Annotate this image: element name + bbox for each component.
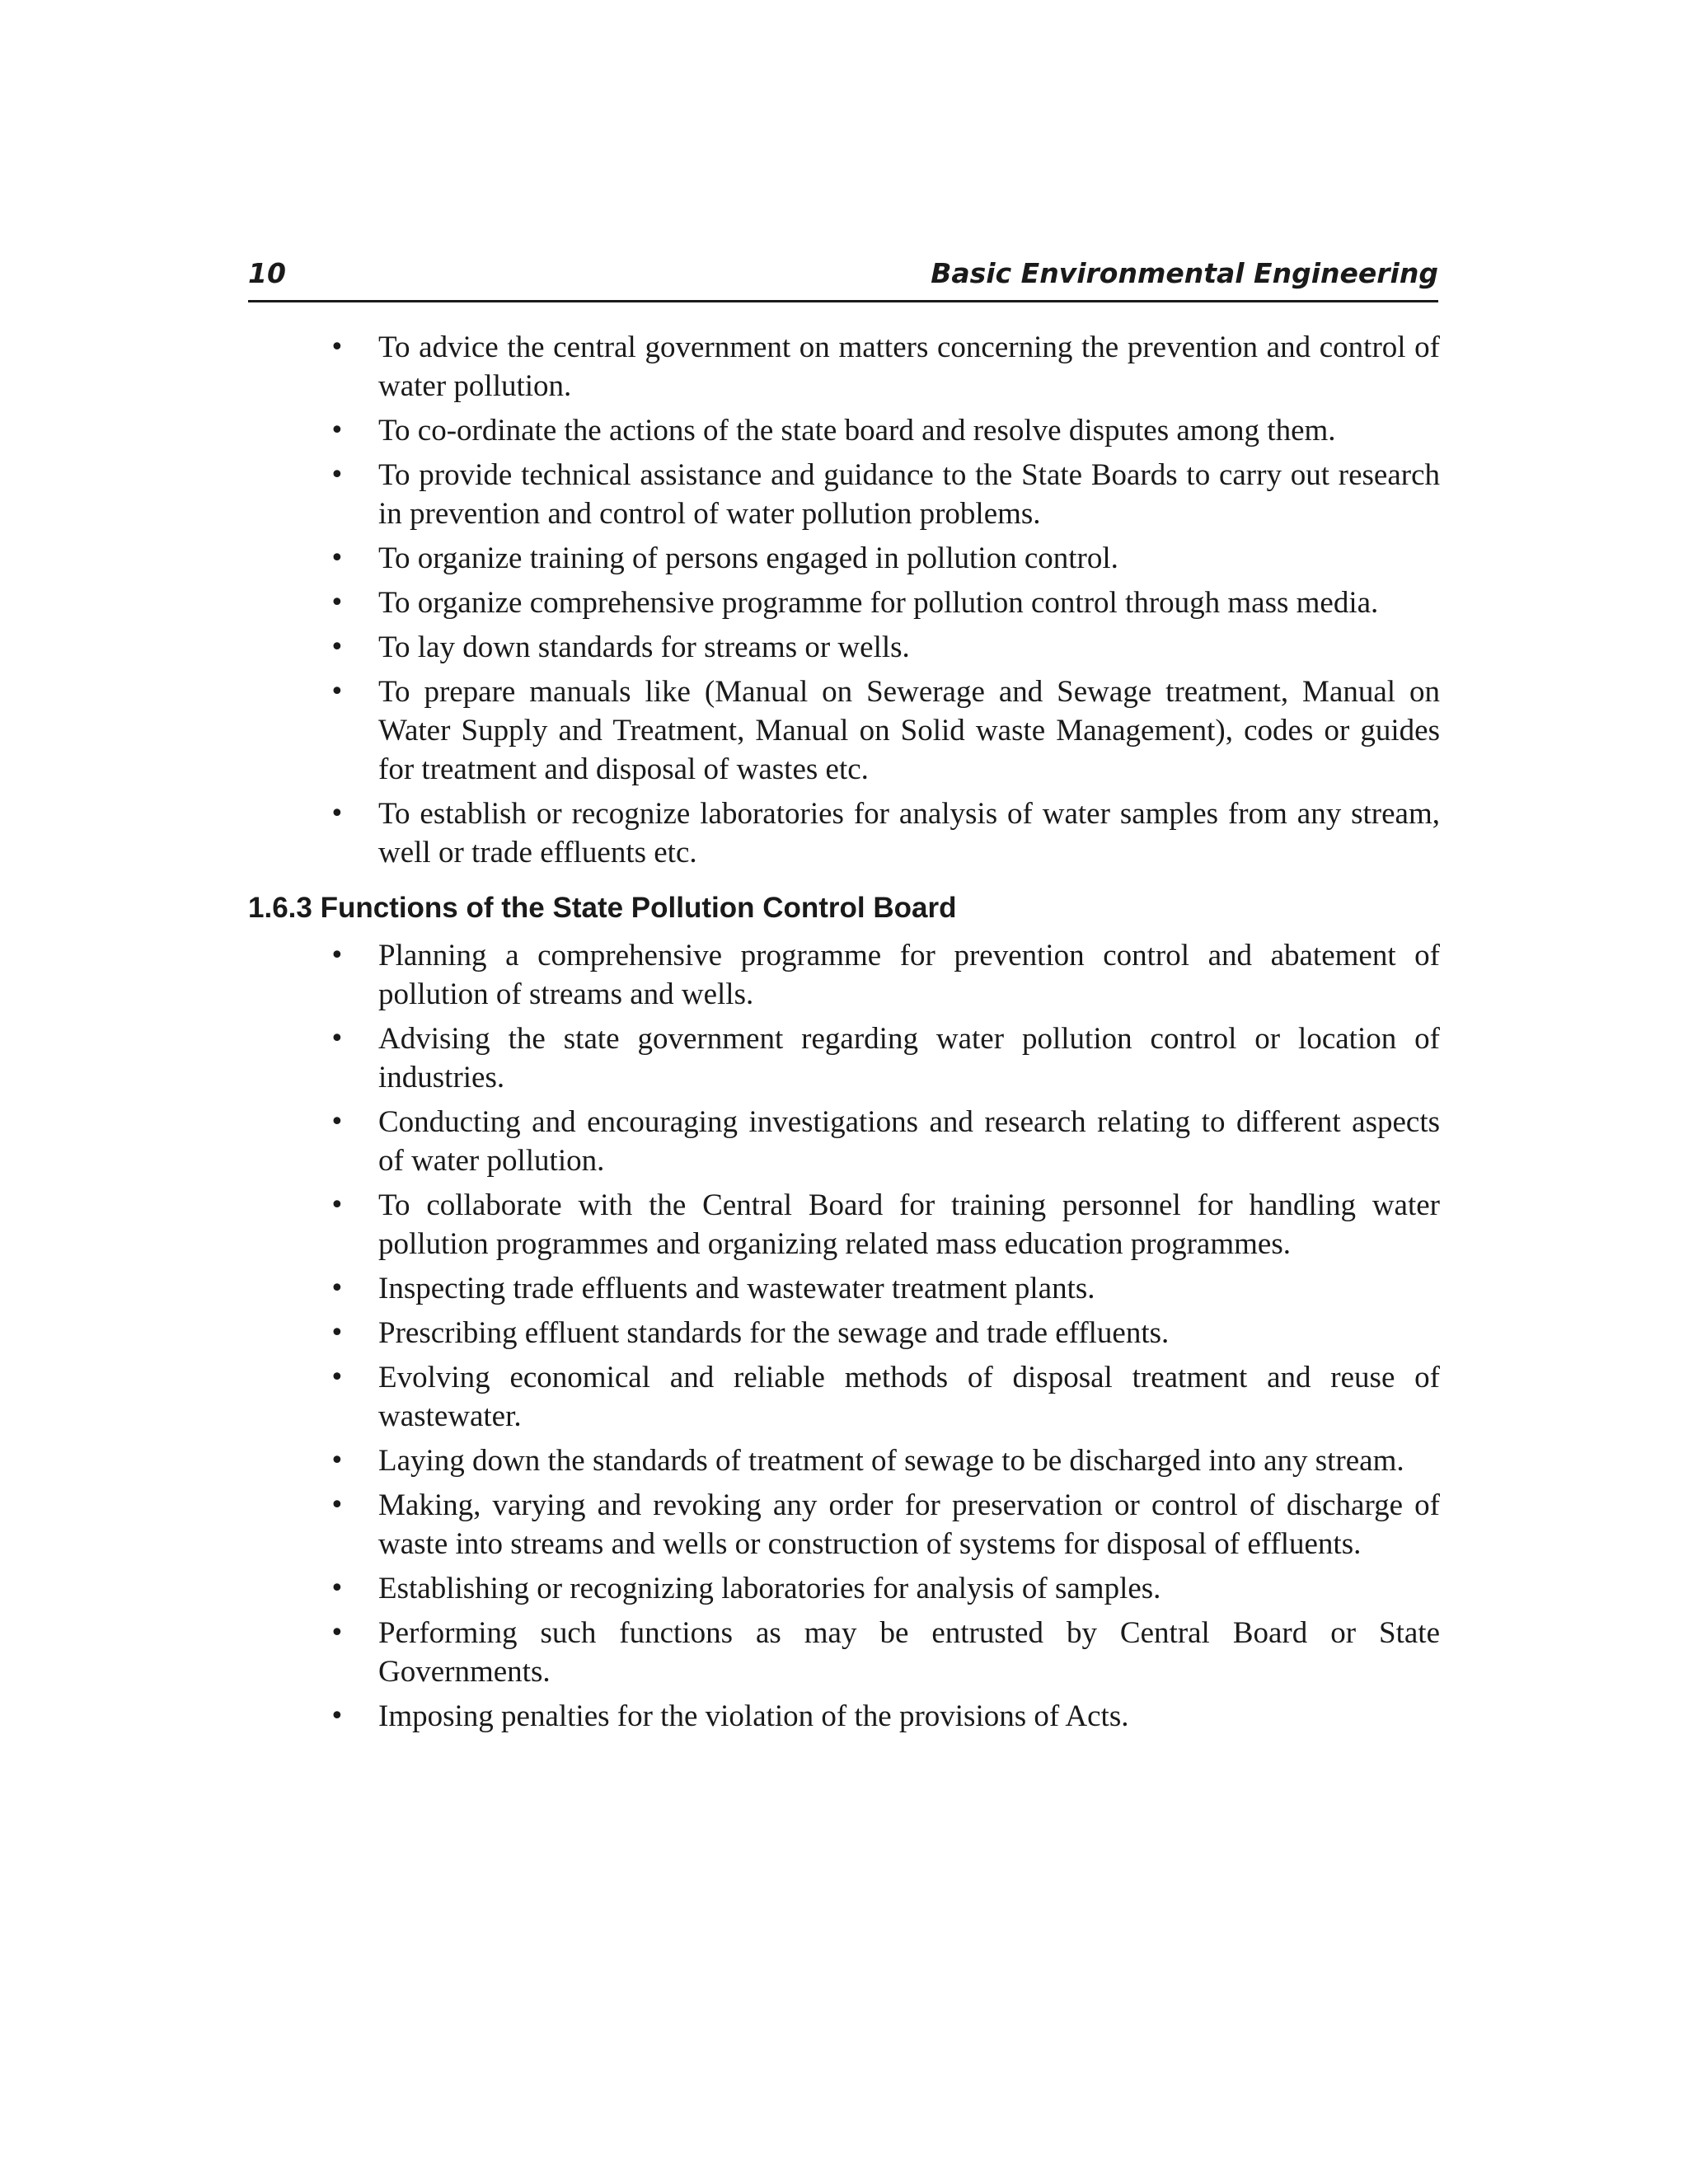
list-item bbox=[326, 328, 1440, 405]
bullet-icon: • bbox=[330, 1108, 345, 1137]
bullet-icon: • bbox=[330, 1619, 345, 1647]
page-number: 10 bbox=[248, 257, 286, 289]
bullet-icon: • bbox=[330, 1024, 345, 1053]
bullet-icon: • bbox=[330, 1274, 345, 1303]
list-item bbox=[326, 1697, 1440, 1736]
list-item bbox=[326, 1486, 1440, 1563]
bullet-icon: • bbox=[330, 1191, 345, 1220]
bullet-icon: • bbox=[330, 588, 345, 617]
section-heading: 1.6.3 Functions of the State Pollution Control Board bbox=[248, 892, 957, 924]
list-item bbox=[326, 1269, 1440, 1308]
list-item-text: To organize training of persons engaged in pollution control. bbox=[378, 541, 1118, 575]
book-title: Basic Environmental Engineering bbox=[931, 257, 1438, 289]
list-item bbox=[326, 673, 1440, 789]
list-item-text: Prescribing effluent standards for the sewage and trade effluents. bbox=[378, 1316, 1170, 1350]
bullet-icon: • bbox=[330, 461, 345, 490]
central-board-functions-list bbox=[326, 328, 1440, 878]
list-item-text: Evolving economical and reliable methods of disposal treatment and reuse of wastewater. bbox=[378, 1361, 1440, 1433]
list-item bbox=[326, 1614, 1440, 1691]
list-item-text: Laying down the standards of treatment of sewage to be discharged into any stream. bbox=[378, 1444, 1404, 1478]
bullet-icon: • bbox=[330, 799, 345, 828]
list-item bbox=[326, 1186, 1440, 1263]
list-item bbox=[326, 1314, 1440, 1352]
list-item-text: To organize comprehensive programme for pollution control through mass media. bbox=[378, 586, 1379, 620]
list-item bbox=[326, 1569, 1440, 1608]
list-item-text: Making, varying and revoking any order for preservation or control of discharge of waste into streams and wells or construction of systems for disposal of effluents. bbox=[378, 1488, 1440, 1561]
list-item-text: To co-ordinate the actions of the state board and resolve disputes among them. bbox=[378, 414, 1336, 448]
list-item-text: Establishing or recognizing laboratories for analysis of samples. bbox=[378, 1572, 1161, 1605]
list-item-text: To advice the central government on matters concerning the prevention and control of water pollution. bbox=[378, 330, 1440, 403]
list-item-text: Imposing penalties for the violation of the provisions of Acts. bbox=[378, 1699, 1129, 1733]
list-item bbox=[326, 1103, 1440, 1180]
bullet-icon: • bbox=[330, 1574, 345, 1603]
list-item bbox=[326, 539, 1440, 578]
list-item bbox=[326, 1358, 1440, 1436]
bullet-icon: • bbox=[330, 416, 345, 445]
list-item bbox=[326, 1441, 1440, 1480]
list-item-text: To provide technical assistance and guidance to the State Boards to carry out research in prevention and control of water pollution problems. bbox=[378, 458, 1440, 531]
state-board-functions-list bbox=[326, 936, 1440, 1741]
list-item bbox=[326, 628, 1440, 667]
list-item-text: Planning a comprehensive programme for prevention control and abatement of pollution of streams and wells. bbox=[378, 939, 1440, 1011]
running-header bbox=[248, 254, 1438, 302]
list-item-text: To lay down standards for streams or wells. bbox=[378, 630, 910, 664]
bullet-icon: • bbox=[330, 333, 345, 362]
list-item-text: Advising the state government regarding water pollution control or location of industries. bbox=[378, 1022, 1440, 1094]
bullet-icon: • bbox=[330, 1702, 345, 1731]
bullet-icon: • bbox=[330, 1491, 345, 1520]
bullet-icon: • bbox=[330, 544, 345, 573]
bullet-icon: • bbox=[330, 1363, 345, 1392]
list-item-text: Conducting and encouraging investigations and research relating to different aspects of water pollution. bbox=[378, 1105, 1440, 1178]
list-item bbox=[326, 794, 1440, 872]
list-item bbox=[326, 583, 1440, 622]
list-item-text: To establish or recognize laboratories for analysis of water samples from any stream, well or trade effluents etc. bbox=[378, 797, 1440, 869]
bullet-icon: • bbox=[330, 677, 345, 706]
list-item-text: To collaborate with the Central Board for training personnel for handling water pollution programmes and organizing related mass education programmes. bbox=[378, 1188, 1440, 1261]
bullet-icon: • bbox=[330, 633, 345, 662]
bullet-icon: • bbox=[330, 1319, 345, 1347]
list-item-text: Performing such functions as may be entrusted by Central Board or State Governments. bbox=[378, 1616, 1440, 1689]
list-item bbox=[326, 411, 1440, 450]
bullet-icon: • bbox=[330, 1446, 345, 1475]
list-item bbox=[326, 456, 1440, 533]
bullet-icon: • bbox=[330, 941, 345, 970]
list-item-text: Inspecting trade effluents and wastewater treatment plants. bbox=[378, 1272, 1095, 1305]
list-item bbox=[326, 936, 1440, 1014]
list-item bbox=[326, 1019, 1440, 1097]
list-item-text: To prepare manuals like (Manual on Sewerage and Sewage treatment, Manual on Water Supply and Treatment, Manual on Solid waste Management), codes or guides for treatment and disposal of wastes etc. bbox=[378, 675, 1440, 786]
